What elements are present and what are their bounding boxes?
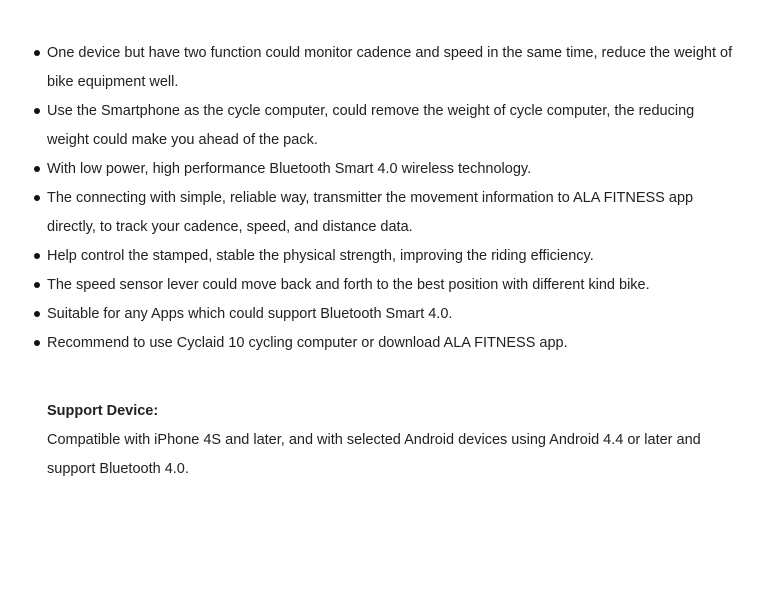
support-device-heading: Support Device:: [47, 403, 159, 419]
feature-item-6: [47, 271, 737, 300]
bullet-icon: [34, 282, 40, 288]
feature-item-3: [47, 155, 737, 184]
feature-text: The connecting with simple, reliable way, transmitter the movement information to ALA FITNESS app directly, to track your cadence, speed, and distance data.: [47, 190, 694, 235]
feature-item-7: [47, 300, 737, 329]
bullet-icon: [34, 195, 40, 201]
bullet-icon: [34, 50, 40, 56]
feature-text: Suitable for any Apps which could support Bluetooth Smart 4.0.: [47, 306, 453, 322]
feature-text: Use the Smartphone as the cycle computer, could remove the weight of cycle computer, the reducing weight could make you ahead of the pack.: [47, 103, 695, 148]
feature-text: One device but have two function could monitor cadence and speed in the same time, reduce the weight of bike equipment well.: [47, 45, 733, 90]
feature-text: With low power, high performance Bluetooth Smart 4.0 wireless technology.: [47, 161, 532, 177]
bullet-icon: [34, 253, 40, 259]
feature-item-5: [47, 242, 737, 271]
feature-item-8: [47, 329, 737, 358]
feature-text: Help control the stamped, stable the physical strength, improving the riding efficiency.: [47, 248, 594, 264]
bullet-icon: [34, 108, 40, 114]
support-device-text: Compatible with iPhone 4S and later, and with selected Android devices using Android 4.4 or later and support Bluetooth 4.0.: [47, 432, 701, 477]
feature-item-4: [47, 184, 737, 242]
bullet-icon: [34, 311, 40, 317]
feature-list: [47, 39, 737, 358]
feature-text: The speed sensor lever could move back and forth to the best position with different kind bike.: [47, 277, 650, 293]
feature-text: Recommend to use Cyclaid 10 cycling computer or download ALA FITNESS app.: [47, 335, 568, 351]
feature-item-2: [47, 97, 737, 155]
bullet-icon: [34, 340, 40, 346]
bullet-icon: [34, 166, 40, 172]
feature-item-1: [47, 39, 737, 97]
support-device-section: [47, 397, 747, 484]
